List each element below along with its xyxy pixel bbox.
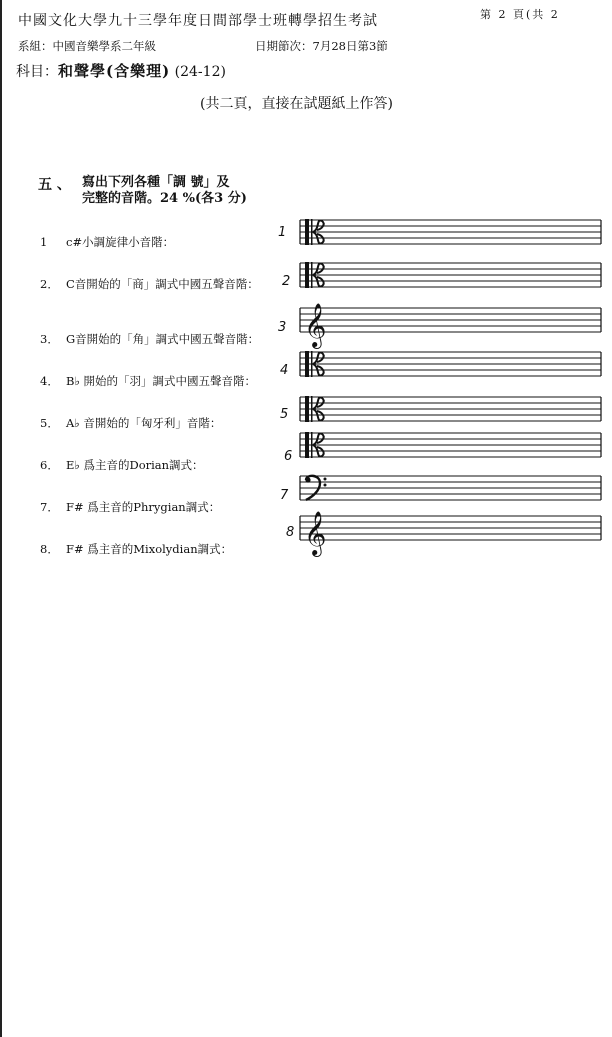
question-text: c#小調旋律小音階：: [66, 235, 175, 249]
question-text: E♭ 爲主音的Dorian調式：: [66, 458, 204, 472]
staff-8: [286, 511, 601, 557]
staff-number: 3: [278, 320, 287, 335]
staff-number: 8: [286, 525, 295, 540]
answer-instructions: (共二頁，直接在試題紙上作答): [200, 96, 393, 112]
question-text: F# 爲主音的Mixolydian調式：: [66, 542, 233, 556]
page-info: 第 2 頁(共 2: [480, 8, 560, 21]
staff-5: [280, 396, 601, 422]
section-heading-line2: 完整的音階。24 %(各3 分): [82, 191, 247, 206]
staff-number: 5: [280, 407, 289, 422]
staff-number: 4: [280, 363, 289, 378]
section-heading-line1: 寫出下列各種「調 號」及: [82, 175, 230, 190]
staff-3: [278, 303, 601, 349]
question-number: 4．: [40, 374, 59, 388]
treble-clef-icon: 𝄞: [304, 303, 327, 347]
staff-2: [282, 262, 601, 289]
section-number: 五 、: [38, 177, 71, 193]
staff-4: [280, 351, 601, 378]
staff-number: 7: [280, 488, 289, 503]
question-number: 2．: [40, 277, 59, 291]
subject-prefix: 科目：: [16, 64, 58, 80]
question-number: 6．: [40, 458, 59, 472]
question-text: A♭ 音開始的「匈牙利」音階：: [66, 416, 222, 430]
exam-title: 中國文化大學九十三學年度日間部學士班轉學招生考試: [18, 13, 378, 29]
exam-date: 日期節次：7月28日第3節: [255, 39, 388, 53]
staff-number: 6: [284, 449, 293, 464]
question-text: G音開始的「角」調式中國五聲音階：: [66, 332, 260, 346]
question-text: F# 爲主音的Phrygian調式：: [66, 500, 221, 514]
question-number: 5．: [40, 416, 59, 430]
question-number: 3．: [40, 332, 59, 346]
question-text: C音開始的「商」調式中國五聲音階：: [66, 277, 259, 291]
question-number: 8．: [40, 542, 59, 556]
subject-name: 和聲學(含樂理): [58, 62, 171, 80]
staff-6: [284, 432, 601, 464]
staff-number: 1: [278, 225, 287, 240]
staff-1: [278, 219, 601, 245]
question-text: B♭ 開始的「羽」調式中國五聲音階：: [66, 374, 257, 388]
staff-7: [280, 476, 601, 503]
department: 系組：中國音樂學系二年級: [18, 39, 156, 53]
question-number: 1: [40, 235, 48, 249]
treble-clef-icon: 𝄞: [304, 511, 327, 555]
staff-number: 2: [282, 274, 291, 289]
subject-code: (24-12): [174, 64, 226, 80]
question-number: 7．: [40, 500, 59, 514]
